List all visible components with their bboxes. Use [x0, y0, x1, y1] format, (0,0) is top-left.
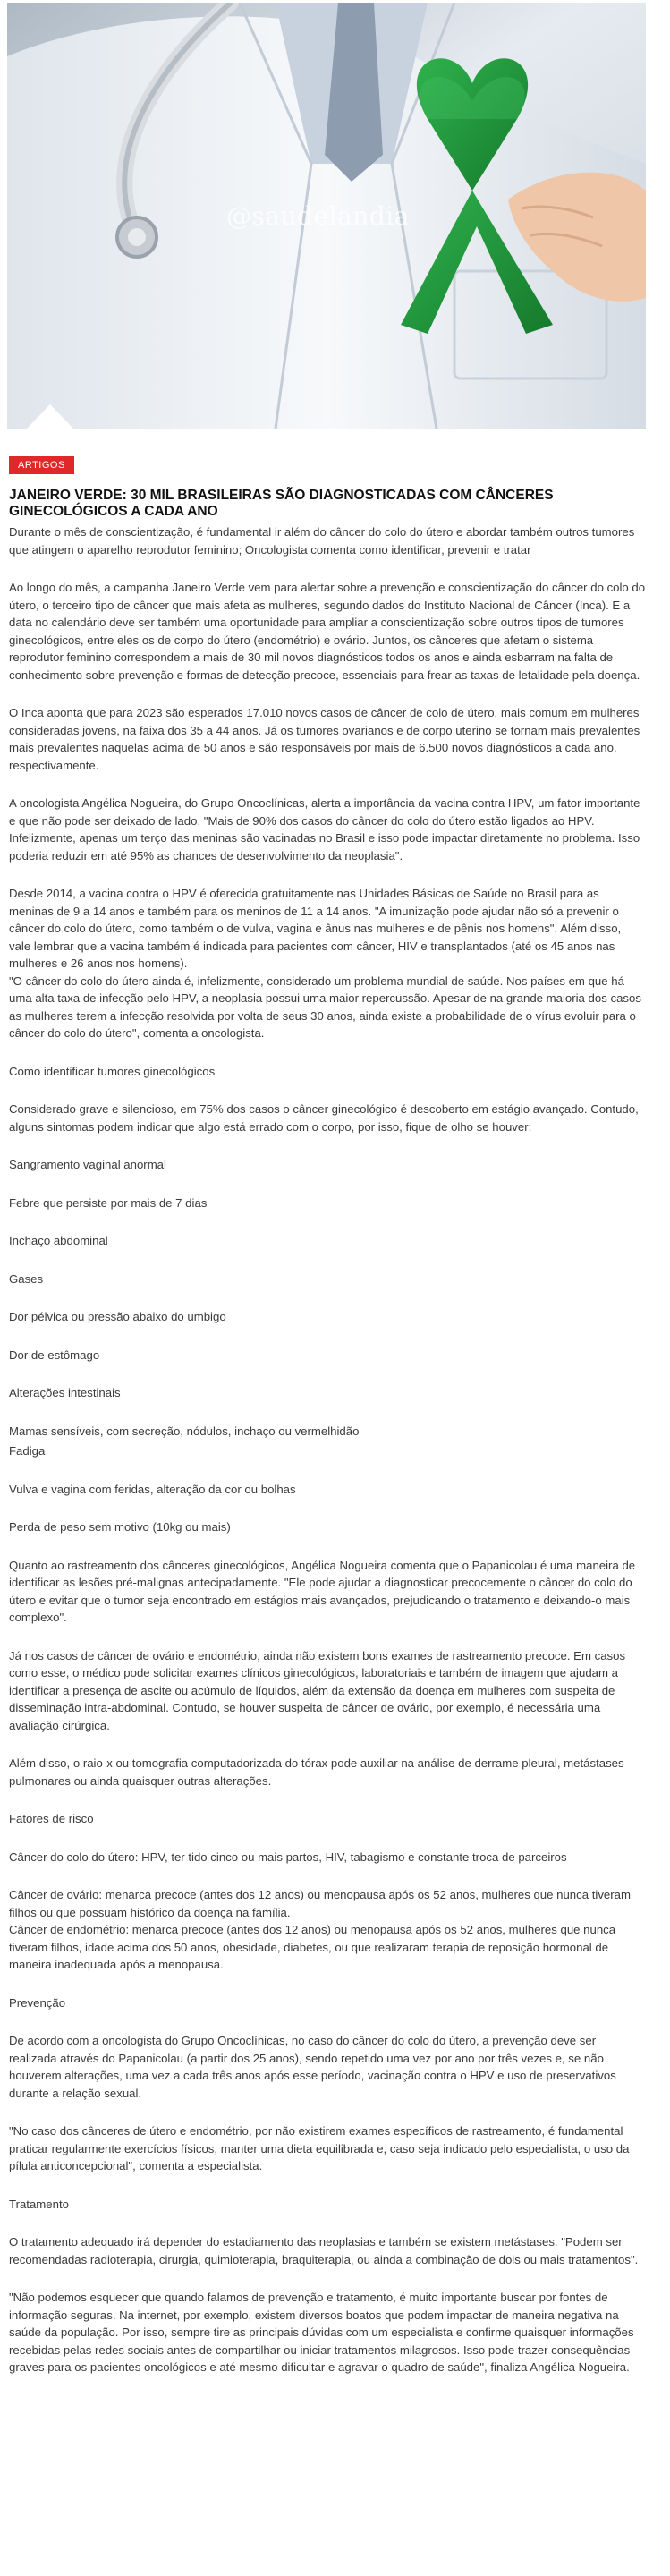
article-paragraph: Vulva e vagina com feridas, alteração da cor ou bolhas: [9, 1482, 296, 1496]
article-paragraph: O tratamento adequado irá depender do estadiamento das neoplasias e também se existem metástases. "Podem ser recomendadas radioterapia, cirurgia, quimioterapia, braquiterapia, ou ainda a combinação de dois ou mais tratamentos".: [9, 2235, 639, 2266]
article-paragraph: "Não podemos esquecer que quando falamos de prevenção e tratamento, é muito importante buscar por fontes de informação seguras. Na internet, por exemplo, existem diversos boatos que podem impactar de maneira negativa na saúde da população. Por isso, sempre tire as principais dúvidas com um especialista e confirme quaisquer informações recebidas pelas redes sociais antes de compartilhar ou iniciar tratamentos milagrosos. Isso pode trazer consequências graves para os pacientes oncológicos e até mesmo dificultar e agravar o quadro de saúde", finaliza Angélica Nogueira.: [9, 2291, 634, 2374]
article-paragraph: Ao longo do mês, a campanha Janeiro Verde vem para alertar sobre a prevenção e conscientização do câncer do colo do útero, o terceiro tipo de câncer que mais afeta as mulheres, segundo dados do Instituto Nacional de Câncer (Inca). E a data no calendário deve ser também uma oportunidade para ampliar a conscientização sobre outros tipos de tumores ginecológicos, entre eles os de corpo do útero (endométrio) e ovário. Juntos, os cânceres que afetam o sistema reprodutor feminino correspondem a mais de 30 mil novos diagnósticos todos os anos e ainda esbarram na falta de conhecimento sobre prevenção e formas de detecção precoce, essenciais para frear as taxas de letalidade pela doença.: [9, 581, 646, 682]
article-paragraph: Febre que persiste por mais de 7 dias: [9, 1195, 208, 1210]
article-paragraph: Desde 2014, a vacina contra o HPV é oferecida gratuitamente nas Unidades Básicas de Saúde no Brasil para as meninas de 9 a 14 anos e também para os meninos de 11 a 14 anos. "A imunização pode ajudar não só a prevenir o câncer do colo do útero, como também o de vulva, vagina e ânus nas mulheres e de pênis nos homens". Além disso, vale lembrar que a vacina também é indicada para pacientes com câncer, HIV e transplantados (até os 45 anos nas mulheres e 26 anos nos homens). "O câncer do colo do útero ainda é, infelizmente, considerado um problema mundial de saúde. Nos países em que há uma alta taxa de infecção pelo HPV, a neoplasia possui uma maior repercussão. Apesar de na grande maioria dos casos as mulheres terem a infecção resolvida por volta de seus 30 anos, ainda existe a probabilidade de o vírus evoluir para o câncer do colo do útero", comenta a oncologista.: [9, 887, 641, 1040]
hero-notch-decoration: [27, 404, 73, 429]
article-paragraph: Alterações intestinais: [9, 1386, 121, 1399]
article-paragraph: Mamas sensíveis, com secreção, nódulos, inchaço ou vermelhidão: [9, 1424, 360, 1438]
article-paragraph: Gases: [9, 1271, 44, 1286]
article-paragraph: O Inca aponta que para 2023 são esperados 17.010 novos casos de câncer de colo de útero, mais comum em mulheres consideradas jovens, na faixa dos 35 a 44 anos. Já os tumores ovarianos e de corpo uterino se tornam mais prevalentes mais prevalentes naquelas acima de 50 anos e são responsáveis por mais de 6.500 novos diagnósticos a cada ano, respectivamente.: [9, 706, 640, 772]
article-paragraph: Câncer de ovário: menarca precoce (antes dos 12 anos) ou menopausa após os 52 anos, mulheres que nunca tiveram filhos ou que possuam histórico da doença na família. Câncer de endométrio: menarca precoce (antes dos 12 anos) ou menopausa após os 52 anos, mulheres que nunca tiveram filhos, idade acima dos 50 anos, obesidade, diabetes, ou que realizaram terapia de reposição hormonal de maneira inadequada após a menopausa.: [9, 1888, 631, 1971]
article-paragraph: "No caso dos cânceres de útero e endométrio, por não existirem exames específicos de rastreamento, é fundamental praticar regularmente exercícios físicos, manter uma dieta equilibrada e, caso seja indicado pelo especialista, o uso da pílula anticoncepcional", comenta a especialista.: [9, 2124, 630, 2172]
watermark-logo: @saudelandia: [226, 201, 410, 231]
article-paragraph: Sangramento vaginal anormal: [9, 1158, 166, 1171]
article-paragraph: Perda de peso sem motivo (10kg ou mais): [9, 1520, 231, 1534]
article-paragraph: Fadiga: [9, 1444, 46, 1458]
article-paragraph: Dor pélvica ou pressão abaixo do umbigo: [9, 1310, 226, 1323]
article-paragraph: A oncologista Angélica Nogueira, do Grupo Oncoclínicas, alerta a importância da vacina contra HPV, um fator importante e que não pode ser deixado de lado. "Mais de 90% dos casos do câncer do colo do útero estão ligados ao HPV. Infelizmente, apenas um terço das meninas são vacinadas no Brasil e isso pode impactar diretamente no problema. Isso poderia reduzir em até 95% as chances de desenvolvimento da neoplasia".: [9, 796, 640, 863]
article-paragraph: Fatores de risco: [9, 1812, 94, 1825]
article-paragraph: Além disso, o raio-x ou tomografia computadorizada do tórax pode auxiliar na análise de derrame pleural, metástases pulmonares ou ainda quaisquer outras alterações.: [9, 1756, 624, 1788]
article-paragraph: Como identificar tumores ginecológicos: [9, 1064, 216, 1078]
article-title: JANEIRO VERDE: 30 MIL BRASILEIRAS SÃO DIAGNOSTICADAS COM CÂNCERES GINECOLÓGICOS A CADA ANO: [9, 488, 554, 519]
article-paragraph: Inchaço abdominal: [9, 1234, 108, 1247]
article-paragraph: Dor de estômago: [9, 1348, 100, 1362]
article-paragraph: De acordo com a oncologista do Grupo Oncoclínicas, no caso do câncer do colo do útero, a prevenção deve ser realizada através do Papanicolau (a partir dos 25 anos), sendo repetido uma vez por ano por três vezes e, se não houverem alterações, uma vez a cada três anos após esse período, vacinação contra o HPV e uso de preservativos durante a relação sexual.: [9, 2034, 616, 2100]
article-paragraph: Prevenção: [9, 1995, 66, 2010]
article-paragraph: Câncer do colo do útero: HPV, ter tido cinco ou mais partos, HIV, tabagismo e constante troca de parceiros: [9, 1849, 567, 1864]
hero-image: [7, 3, 646, 429]
article-paragraph: Já nos casos de câncer de ovário e endométrio, ainda não existem bons exames de rastreamento precoce. Em casos como esse, o médico pode solicitar exames clínicos ginecológicos, laboratoriais e também de imagem que ajudam a identificar a presença de ascite ou acúmulo de líquidos, além da extensão da doença em mulheres com suspeita de disseminação intra-abdominal. Contudo, se houver suspeita de câncer de ovário, por exemplo, é necessária uma avaliação cirúrgica.: [9, 1648, 626, 1732]
article-paragraph: Tratamento: [9, 2197, 69, 2211]
article-body: [9, 523, 646, 2397]
article-paragraph: Considerado grave e silencioso, em 75% dos casos o câncer ginecológico é descoberto em estágio avançado. Contudo, alguns sintomas podem indicar que algo está errado com o corpo, por isso, fique de olho se houver:: [9, 1102, 639, 1134]
article-paragraph: Quanto ao rastreamento dos cânceres ginecológicos, Angélica Nogueira comenta que o Papanicolau é uma maneira de identificar as lesões pré-malignas antecipadamente. "Ele pode ajudar a diagnosticar precocemente o câncer do colo do útero e evitar que o tumor seja encontrado em estágios mais avançados, prejudicando o tratamento e deixando-o mais complexo".: [9, 1558, 636, 1624]
category-badge[interactable]: ARTIGOS: [9, 456, 74, 474]
article-paragraph: Durante o mês de conscientização, é fundamental ir além do câncer do colo do útero e abordar também outros tumores que atingem o aparelho reprodutor feminino; Oncologista comenta como identificar, prevenir e tratar: [9, 525, 635, 557]
